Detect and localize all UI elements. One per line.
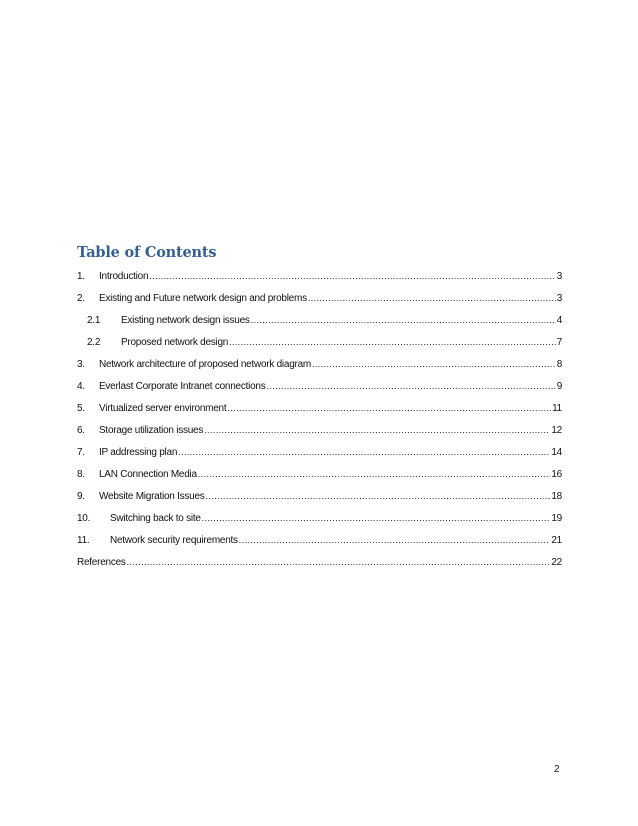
toc-entry[interactable]: [77, 423, 562, 445]
toc-entry[interactable]: [77, 379, 562, 401]
toc-entry-page[interactable]: 16: [551, 469, 562, 480]
toc-entry-number: 5.: [77, 403, 85, 414]
toc-entry-page[interactable]: 11: [552, 403, 562, 414]
toc-entry-page[interactable]: 7: [556, 337, 562, 348]
toc-entry-leader: [178, 445, 550, 459]
toc-entry-title[interactable]: Website Migration Issues: [99, 491, 205, 502]
toc-entry-leader: [149, 269, 555, 283]
toc-entry-title[interactable]: Storage utilization issues: [99, 425, 204, 436]
toc-entry-leader: [206, 489, 551, 503]
toc-entry-title[interactable]: Virtualized server environment: [99, 403, 227, 414]
toc-entry[interactable]: [77, 489, 562, 511]
toc-entry-title[interactable]: Existing and Future network design and problems: [99, 293, 307, 304]
toc-entry-number: 2.: [77, 293, 85, 304]
toc-entry-number: 11.: [77, 535, 90, 546]
toc-entry-title[interactable]: Introduction: [99, 271, 149, 282]
toc-entry-leader: [229, 335, 556, 349]
toc-entry[interactable]: [77, 291, 562, 313]
toc-entry-page[interactable]: 4: [556, 315, 562, 326]
toc-entry-title[interactable]: Switching back to site: [110, 513, 201, 524]
toc-entry-title[interactable]: Everlast Corporate Intranet connections: [99, 381, 266, 392]
page-number: 2: [554, 764, 560, 775]
toc-entry-leader: [308, 291, 556, 305]
toc-entry-title[interactable]: Proposed network design: [121, 337, 229, 348]
toc-entry-leader: [239, 533, 551, 547]
toc-entry-leader: [202, 511, 551, 525]
toc-entry-number: 8.: [77, 469, 85, 480]
toc-entry-title[interactable]: Network security requirements: [110, 535, 238, 546]
toc-entry-page[interactable]: 12: [551, 425, 562, 436]
toc-entry-page[interactable]: 9: [556, 381, 562, 392]
toc-entry-page[interactable]: 14: [551, 447, 562, 458]
toc-entry-number: 9.: [77, 491, 85, 502]
toc-entry-page[interactable]: 18: [551, 491, 562, 502]
toc-entry-leader: [251, 313, 556, 327]
toc-entry-leader: [227, 401, 551, 415]
toc-entry-page[interactable]: 19: [551, 513, 562, 524]
toc-entry[interactable]: [77, 511, 562, 533]
toc-entry-number: 6.: [77, 425, 85, 436]
toc-entry-number: 2.1: [87, 315, 101, 326]
toc-entry-page[interactable]: 3: [556, 293, 562, 304]
toc-entry-title[interactable]: References: [77, 557, 126, 568]
toc-entry-leader: [127, 555, 551, 569]
toc-entry-leader: [266, 379, 555, 393]
toc-list: [77, 269, 562, 577]
toc-entry[interactable]: [77, 467, 562, 489]
toc-entry-title[interactable]: IP addressing plan: [99, 447, 178, 458]
toc-entry-page[interactable]: 3: [556, 271, 562, 282]
toc-entry-number: 4.: [77, 381, 85, 392]
toc-entry-number: 1.: [77, 271, 85, 282]
toc-entry-leader: [198, 467, 551, 481]
toc-entry-title[interactable]: Existing network design issues: [121, 315, 250, 326]
toc-entry-number: 10.: [77, 513, 91, 524]
toc-entry[interactable]: [77, 335, 562, 357]
toc-entry-page[interactable]: 22: [551, 557, 562, 568]
toc-entry[interactable]: [77, 357, 562, 379]
toc-entry[interactable]: [77, 269, 562, 291]
toc-title: Table of Contents: [77, 244, 217, 261]
toc-entry-title[interactable]: LAN Connection Media: [99, 469, 197, 480]
toc-entry-number: 2.2: [87, 337, 101, 348]
toc-entry-title[interactable]: Network architecture of proposed network diagram: [99, 359, 311, 370]
toc-entry-leader: [312, 357, 556, 371]
toc-entry-number: 7.: [77, 447, 85, 458]
toc-entry[interactable]: [77, 555, 562, 577]
toc-entry[interactable]: [77, 445, 562, 467]
toc-entry-leader: [204, 423, 550, 437]
toc-entry[interactable]: [77, 401, 562, 423]
toc-entry[interactable]: [77, 533, 562, 555]
toc-entry-page[interactable]: 8: [556, 359, 562, 370]
toc-entry[interactable]: [77, 313, 562, 335]
toc-entry-page[interactable]: 21: [551, 535, 562, 546]
toc-entry-number: 3.: [77, 359, 85, 370]
